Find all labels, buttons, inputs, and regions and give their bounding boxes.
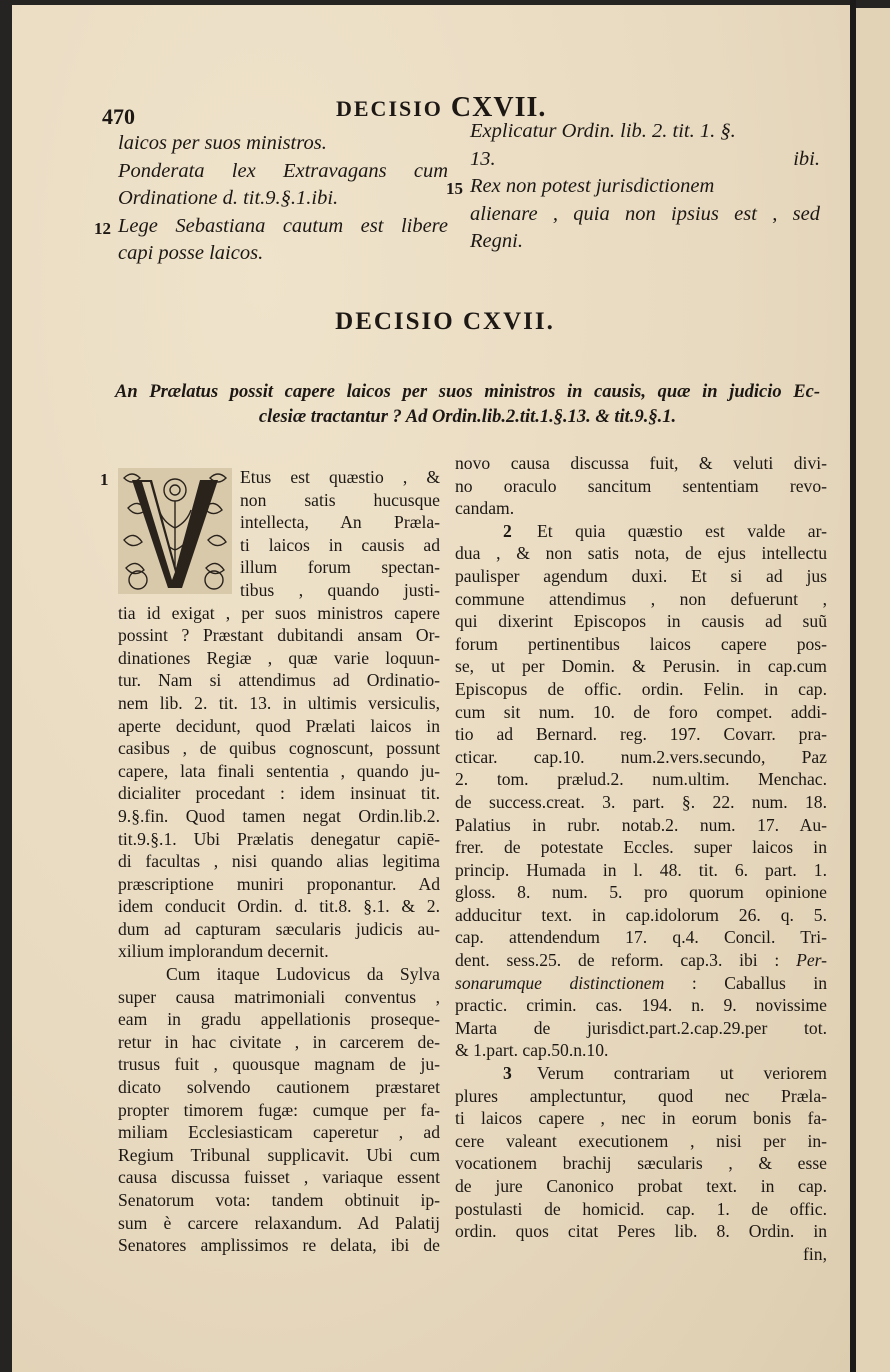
line-text: sum è carcere relaxandum. Ad Palatij <box>118 1212 440 1233</box>
italic-quote: Per- <box>796 950 827 971</box>
text-line <box>455 610 827 633</box>
text-line <box>118 1166 440 1189</box>
line-text: dum ad capturam sæcularis judicis au- <box>118 918 440 939</box>
summary-line-text: capi posse laicos. <box>118 242 264 264</box>
text-line <box>455 678 827 701</box>
line-text: : Caballus in <box>664 972 828 993</box>
line-text: casibus , de quibus cognoscunt, possunt <box>118 738 440 759</box>
line-text: fin, <box>803 1243 827 1264</box>
decision-subtitle <box>115 380 820 430</box>
text-line <box>118 940 440 963</box>
text-line <box>455 768 827 791</box>
line-text: cum sit num. 10. de foro compet. addi- <box>455 701 827 722</box>
paragraph-number: 2 <box>503 520 512 541</box>
summary-line <box>470 228 820 256</box>
line-text: plures amplectuntur, quod nec Præla- <box>455 1085 827 1106</box>
paragraph-number: 3 <box>503 1063 512 1084</box>
text-line <box>118 1121 440 1144</box>
line-text: dent. sess.25. de reform. cap.3. ibi : <box>455 950 797 971</box>
summary-line <box>118 185 448 213</box>
line-text: 9.§.fin. Quod tamen negat Ordin.lib.2. <box>118 805 440 826</box>
text-line <box>455 926 827 949</box>
line-text: intellecta, An Præla- <box>240 512 440 533</box>
line-text: commune attendimus , non defuerunt , <box>455 588 827 609</box>
line-text: paulisper agendum duxi. Et si ad jus <box>455 565 827 586</box>
subtitle-line: clesiæ tractantur ? Ad Ordin.lib.2.tit.1.§.13. & tit.9.§.1. <box>258 407 677 427</box>
text-line <box>118 647 440 670</box>
line-text: Cum itaque Ludovicus da Sylva <box>166 964 440 985</box>
text-line <box>455 1198 827 1221</box>
text-line <box>118 579 440 602</box>
line-text: dua , & non satis nota, de ejus intellectu <box>455 543 827 564</box>
summary-line-text: 13. ibi. <box>470 147 820 170</box>
line-text: gloss. 8. num. 5. pro quorum opinione <box>455 882 827 903</box>
text-line <box>118 715 440 738</box>
text-line <box>455 1017 827 1040</box>
text-line <box>118 895 440 918</box>
text-line <box>455 994 827 1017</box>
line-text: candam. <box>455 498 515 519</box>
summary-line-text: Ordinatione d. tit.9.§.1.ibi. <box>118 187 339 209</box>
text-line <box>118 1031 440 1054</box>
text-line <box>118 737 440 760</box>
text-line <box>118 918 440 941</box>
line-text: no oraculo sancitum sententiam revo- <box>455 475 827 496</box>
text-line <box>118 466 440 489</box>
text-line <box>118 1144 440 1167</box>
line-text: de success.creat. 3. part. §. 22. num. 18. <box>455 791 827 812</box>
line-text: ti laicos in causis ad <box>240 534 440 555</box>
summary-line <box>446 173 820 201</box>
text-line <box>118 805 440 828</box>
summary-line-text: Rex non potest jurisdictionem <box>470 175 715 197</box>
summary-line-text: Regni. <box>470 230 523 252</box>
text-line <box>455 1130 827 1153</box>
text-line <box>118 850 440 873</box>
summary-line <box>118 130 448 158</box>
text-line <box>455 1107 827 1130</box>
text-line <box>455 475 827 498</box>
line-text: cere valeant executionem , nisi per in- <box>455 1130 827 1151</box>
summary-line <box>94 213 448 241</box>
text-line <box>455 791 827 814</box>
text-line <box>118 511 440 534</box>
text-line <box>118 534 440 557</box>
text-line <box>455 497 827 520</box>
text-line <box>455 949 827 972</box>
decision-title: DECISIO CXVII. <box>335 308 555 335</box>
page-number: 470 <box>102 104 135 129</box>
summary-line-text: laicos per suos ministros. <box>118 132 327 154</box>
summary-line <box>470 146 820 174</box>
line-text: forum pertinentibus laicos capere pos- <box>455 633 827 654</box>
line-text: tit.9.§.1. Ubi Prælatis denegatur capiē- <box>118 828 440 849</box>
text-line <box>455 1220 827 1243</box>
text-line <box>118 1008 440 1031</box>
text-line <box>455 1039 827 1062</box>
line-text: cap. attendendum 17. q.4. Concil. Tri- <box>455 927 827 948</box>
text-line <box>118 1076 440 1099</box>
body-left-column <box>118 466 440 1257</box>
facing-page-edge <box>856 8 890 1372</box>
text-line <box>455 1085 827 1108</box>
line-text: de jure Canonico probat text. in cap. <box>455 1176 827 1196</box>
summary-line-text: alienare , quia non ipsius est , sed <box>470 202 820 225</box>
summary-left-column <box>94 130 448 268</box>
text-line <box>455 1175 827 1198</box>
line-text: aperte decidunt, quod Prælati laicos in <box>118 715 440 736</box>
line-text: novo causa discussa fuit, & veluti divi- <box>455 453 827 473</box>
text-line <box>455 723 827 746</box>
text-line <box>455 904 827 927</box>
line-text: ti laicos capere , nec in eorum bonis fa- <box>455 1108 827 1129</box>
text-line <box>118 692 440 715</box>
line-text: dicialiter procedant : idem insinuat tit. <box>118 783 440 804</box>
text-line <box>455 452 827 475</box>
line-text: nem lib. 2. tit. 13. in ultimis versiculis, <box>118 692 440 713</box>
text-line <box>455 542 827 565</box>
text-line <box>118 1189 440 1212</box>
body-right-column <box>455 452 827 1265</box>
line-text: postulasti de homicid. cap. 1. de offic. <box>455 1198 827 1219</box>
line-text: causa discussa fuisset , variaque essent <box>118 1167 440 1188</box>
line-text: dinationes Regiæ , quæ varie loquun- <box>118 647 440 668</box>
text-line <box>118 669 440 692</box>
line-text: super causa matrimoniali conventus , <box>118 986 440 1007</box>
line-text: Senatores amplissimos re delata, ibi de <box>118 1235 440 1256</box>
line-text: tur. Nam si attendimus ad Ordinatio- <box>118 670 440 691</box>
text-line <box>455 746 827 769</box>
line-text: præscriptione muniri proponantur. Ad <box>118 873 440 894</box>
text-line <box>455 701 827 724</box>
line-text: trusus fuit , quousque magnam de ju- <box>118 1054 440 1075</box>
summary-right-column <box>446 118 820 256</box>
line-text: Episcopus de offic. ordin. Felin. in cap. <box>455 678 827 699</box>
line-text: dicato solvendo cautionem præstaret <box>118 1077 440 1098</box>
text-line <box>118 760 440 783</box>
line-text: Regium Tribunal supplicavit. Ubi cum <box>118 1144 440 1165</box>
text-line <box>118 986 440 1009</box>
line-text: tibus , quando justi- <box>240 579 440 600</box>
summary-line <box>118 240 448 268</box>
summary-line-text: Ponderata lex Extravagans cum <box>118 159 448 182</box>
line-text: possint ? Præstant dubitandi ansam Or- <box>118 625 440 646</box>
line-text: qui dixerint Episcopos in causis ad suũ <box>455 611 827 632</box>
line-text: princip. Humada in l. 48. tit. 6. part. 1. <box>455 859 827 880</box>
line-text: cticar. cap.10. num.2.vers.secundo, Paz <box>455 746 827 767</box>
text-line <box>118 489 440 512</box>
line-text: Palatius in rubr. notab.2. num. 17. Au- <box>455 814 827 835</box>
line-text: Etus est quæstio , & <box>240 467 440 487</box>
text-line <box>118 556 440 579</box>
line-text: tia id exigat , per suos ministros capere <box>118 602 440 623</box>
line-text: se, ut per Domin. & Perusin. in cap.cum <box>455 656 827 677</box>
summary-entry-number: 12 <box>94 218 111 238</box>
text-line <box>118 624 440 647</box>
text-line <box>118 1099 440 1122</box>
text-line <box>455 836 827 859</box>
text-line <box>118 1234 440 1257</box>
line-text: frer. de potestate Eccles. super laicos in <box>455 837 827 858</box>
line-text: Verum contrariam ut veriorem <box>537 1063 827 1084</box>
summary-line <box>470 118 820 146</box>
line-text: non satis hucusque <box>240 489 440 510</box>
line-text: vocationem brachij sæcularis , & esse <box>455 1153 827 1174</box>
text-line <box>118 873 440 896</box>
line-text: illum forum spectan- <box>240 557 440 578</box>
line-text: Senatorum vota: tandem obtinuit ip- <box>118 1190 440 1210</box>
running-head-numeral: CXVII. <box>450 92 547 123</box>
line-text: Marta de jurisdict.part.2.cap.29.per tot. <box>455 1017 827 1038</box>
summary-line-text: Explicatur Ordin. lib. 2. tit. 1. §. <box>470 120 736 142</box>
text-line <box>118 963 440 986</box>
text-line <box>455 859 827 882</box>
line-text: idem conducit Ordin. d. tit.8. §.1. & 2. <box>118 896 440 917</box>
text-line <box>118 782 440 805</box>
italic-quote: sonarumque distinctionem <box>455 972 665 993</box>
line-text: xilium implorandum decernit. <box>118 941 329 962</box>
text-line <box>455 814 827 837</box>
subtitle-line: An Prælatus possit capere laicos per suos ministros in causis, quæ in judicio Ec- <box>115 382 820 402</box>
line-text: eam in gradu appellationis proseque- <box>118 1009 440 1030</box>
line-text: retur in hac civitate , in carcerem de- <box>118 1031 440 1052</box>
line-text: ordin. quos citat Peres lib. 8. Ordin. in <box>455 1221 827 1242</box>
text-line <box>455 1243 827 1266</box>
text-line <box>455 655 827 678</box>
text-line <box>455 881 827 904</box>
line-text: 2. tom. prælud.2. num.ultim. Menchac. <box>455 769 827 790</box>
text-line <box>455 565 827 588</box>
text-line <box>118 828 440 851</box>
summary-line <box>470 201 820 229</box>
text-line <box>455 1152 827 1175</box>
line-text: Et quia quæstio est valde ar- <box>537 520 827 541</box>
line-text: di facultas , nisi quando alias legitima <box>118 851 440 872</box>
line-text: tio ad Bernard. reg. 197. Covarr. pra- <box>455 724 827 745</box>
line-text: capere, lata finali sententia , quando ju- <box>118 760 440 781</box>
text-line <box>118 1212 440 1235</box>
text-line <box>455 972 827 995</box>
text-line <box>455 588 827 611</box>
summary-line-text: Lege Sebastiana cautum est libere <box>118 214 448 237</box>
margin-number: 1 <box>100 470 109 489</box>
summary-line <box>118 158 448 186</box>
text-line <box>455 520 827 543</box>
line-text: miliam Ecclesiasticam caperetur , ad <box>118 1122 440 1143</box>
text-line <box>455 1062 827 1085</box>
summary-entry-number: 15 <box>446 179 463 198</box>
text-line <box>118 1053 440 1076</box>
line-text: & 1.part. cap.50.n.10. <box>455 1040 609 1061</box>
line-text: practic. crimin. cas. 194. n. 9. novissime <box>455 995 827 1016</box>
line-text: adducitur text. in cap.idolorum 26. q. 5. <box>455 904 827 925</box>
line-text: propter timorem fugæ: cumque per fa- <box>118 1099 440 1120</box>
running-head-word: DECISIO <box>336 96 443 121</box>
text-line <box>118 602 440 625</box>
text-line <box>455 633 827 656</box>
